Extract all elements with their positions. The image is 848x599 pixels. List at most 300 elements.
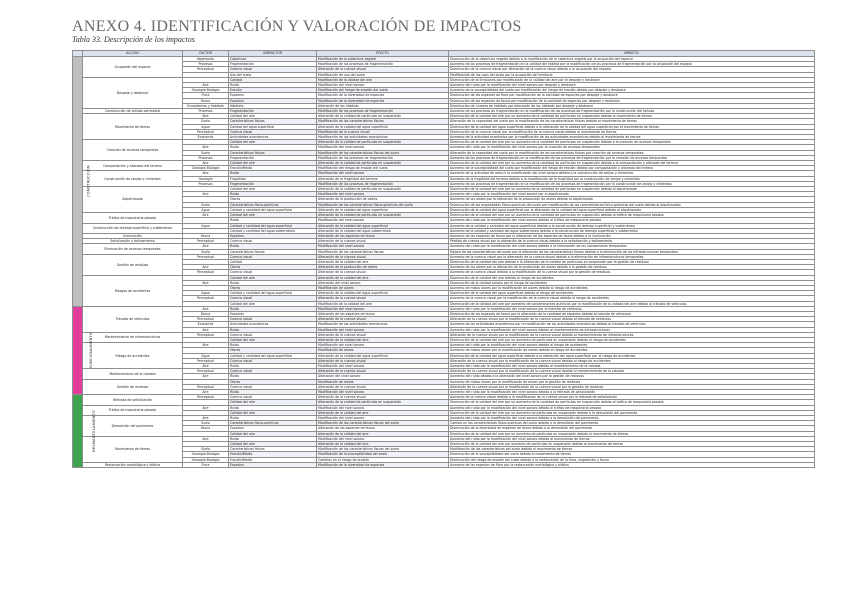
- impacto-cell: Disminución de la calidad sonora por el riesgo de accidentes: [449, 280, 815, 285]
- subfactor-cell: Calidad del agua superficial: [229, 124, 317, 129]
- phase-group-cell: [73, 306, 93, 394]
- factor-cell: Procesos: [183, 181, 229, 186]
- factor-cell: Procesos: [183, 155, 229, 160]
- factor-cell: Agua: [183, 353, 229, 358]
- action-cell: Señalización y balizamiento: [83, 239, 183, 244]
- action-cell: Creación de accesos temporales: [83, 140, 183, 161]
- efecto-cell: Alteración de la calidad del agua superficial: [317, 124, 449, 129]
- impacto-cell: Disminución de la calidad del aire debido a la alteración de la calidad de partículas en suspensión por la gestión de residuos: [449, 259, 815, 264]
- factor-cell: Perceptual: [183, 384, 229, 389]
- factor-cell: Aire: [183, 145, 229, 150]
- efecto-cell: Alteración de la cuenca visual: [317, 239, 449, 244]
- efecto-cell: Modificación del nivel sonoro: [317, 327, 449, 332]
- efecto-cell: Modificación de la cobertura vegetal: [317, 57, 449, 62]
- efecto-cell: Alteración de las especies de fauna: [317, 311, 449, 316]
- subfactor-cell: Calidad del aire: [229, 114, 317, 119]
- impacto-cell: Disminución del riesgo de erosión del suelo debido a la restauración de la flora, vegetación y fauna: [449, 457, 815, 462]
- factor-cell: Fauna: [183, 233, 229, 238]
- phase-group-label: FUNCIONAMIENTO: [88, 332, 93, 369]
- action-cell: Ocupación del espacio: [83, 57, 183, 78]
- subfactor-cell: Ruido: [229, 374, 317, 379]
- factor-cell: Perceptual: [183, 67, 229, 72]
- impacto-cell: Disminución de la calidad del aire por un aumento de la cantidad de partículas en suspensión debido a la compactación y allanado del terreno: [449, 161, 815, 166]
- factor-cell: Aire: [183, 213, 229, 218]
- efecto-cell: Alteración de la calidad del aire: [317, 442, 449, 447]
- efecto-cell: Modificación del riesgo de erosión del suelo: [317, 88, 449, 93]
- action-cell: Construcción de talludo perimetral: [83, 109, 183, 114]
- header-impacto: IMPACTO: [449, 51, 815, 57]
- subfactor-cell: Calidad del aire: [229, 431, 317, 436]
- efecto-cell: Modificación de la calidad del aire: [317, 301, 449, 306]
- subfactor-cell: Cuenca visual: [229, 296, 317, 301]
- factor-cell: Flora: [183, 93, 229, 98]
- efecto-cell: Modificación de las características físicas del suelo: [317, 447, 449, 452]
- action-cell: Alquitranado: [83, 187, 183, 213]
- impacto-cell: Disminución de la cuenca visual por la modificación de la cuenca visual debido al movimiento de tierras: [449, 129, 815, 134]
- impacto-cell: Mejora de las características del suelo por la alteración de las características físicas debido a la eliminación de las infraestructuras temporales: [449, 249, 815, 254]
- impacto-cell: Aumento de las especies de flora por la restauración morfológica y biótica: [449, 462, 815, 467]
- factor-cell: Economía: [183, 135, 229, 140]
- subfactor-cell: Cuenca visual: [229, 317, 317, 322]
- impacto-cell: Aumento del ruido por la modificación del nivel sonoro debido al mantenimiento de infraestructuras: [449, 327, 815, 332]
- impacto-cell: Disminución de la calidad del aire por un aumento de partículas en suspensión debido al movimiento de tierras: [449, 431, 815, 436]
- efecto-cell: Alteración de la calidad del agua superficial: [317, 291, 449, 296]
- subfactor-cell: Ruido: [229, 280, 317, 285]
- subfactor-cell: Cuenca visual: [229, 129, 317, 134]
- impacto-cell: Disminución de la calidad del aire por un aumento de la cantidad de partículas en suspensión debido al movimiento de tierras: [449, 114, 815, 119]
- impacto-cell: Aumento de la cuenca visual por la modificación de la cuenca visual debido al riesgo de accidentes: [449, 296, 815, 301]
- efecto-cell: Modificación de las características físicas del suelo: [317, 421, 449, 426]
- efecto-cell: Alteración de la cuenca visual: [317, 67, 449, 72]
- factor-cell: Geología Biología: [183, 452, 229, 457]
- factor-cell: Suelo: [183, 202, 229, 207]
- efecto-cell: Modificación de la susceptibilidad del suelo: [317, 452, 449, 457]
- action-cell: Movimiento de tierras: [83, 114, 183, 140]
- efecto-cell: Modificación del nivel sonoro: [317, 405, 449, 410]
- subfactor-cell: Ruido: [229, 436, 317, 441]
- impacto-cell: Pérdida de cuenca visual por la alteración de la cuenca visual debido a la señalización y balizamiento: [449, 239, 815, 244]
- impacto-cell: Aumento de malos olores por la modificación de olores debido al riesgo de accidentes: [449, 348, 815, 353]
- efecto-cell: Alteración de la calidad de partículas en suspensión: [317, 187, 449, 192]
- impacto-cell: Disminución de la calidad del aire por un aumento de la cantidad de partículas en suspensión debido al tráfico de maquinaria pesada: [449, 400, 815, 405]
- factor-cell: Perceptual: [183, 296, 229, 301]
- efecto-cell: Modificación del nivel sonoro: [317, 436, 449, 441]
- subfactor-cell: Olores: [229, 265, 317, 270]
- subfactor-cell: Especies: [229, 233, 317, 238]
- impacto-cell: Aumento del ruido por la modificación del nivel sonoro debido a la retirada de señalización: [449, 390, 815, 395]
- subfactor-cell: Calidad del aire: [229, 213, 317, 218]
- factor-cell: Suelo: [183, 249, 229, 254]
- action-cell: Riesgos de accidentes: [83, 275, 183, 306]
- impacto-cell: Disminución de la cobertura vegetal debido a la modificación de la cobertura vegetal por la ocupación del espacio: [449, 57, 815, 62]
- efecto-cell: Modificación de los procesos de fragmentación: [317, 155, 449, 160]
- factor-cell: Aire: [183, 416, 229, 421]
- efecto-cell: Modificación del nivel sonoro: [317, 390, 449, 395]
- action-cell: Mantenimiento de infraestructuras: [83, 332, 183, 342]
- efecto-cell: Alteración de la calidad del aire: [317, 410, 449, 415]
- table-row: [73, 462, 815, 467]
- action-cell: Restauración morfológica y biótica: [83, 462, 183, 467]
- impacto-cell: Alteración de la capacidad del suelo por la modificación de las características físicas por creación de accesos temporales: [449, 150, 815, 155]
- subfactor-cell: Ruido: [229, 390, 317, 395]
- subfactor-cell: Hábitats: [229, 103, 317, 108]
- subfactor-cell: Olores: [229, 197, 317, 202]
- efecto-cell: Alteración de la cuenca visual: [317, 296, 449, 301]
- factor-cell: Aire: [183, 327, 229, 332]
- efecto-cell: Modificación de la diversidad de especies: [317, 98, 449, 103]
- subfactor-cell: Especies: [229, 98, 317, 103]
- impacto-cell: Alteración de la cuenca visual por la modificación de la cuenca visual por la gestión de residuos: [449, 384, 815, 389]
- efecto-cell: Alteración de la producción de olores: [317, 197, 449, 202]
- subfactor-cell: Olores: [229, 379, 317, 384]
- efecto-cell: Alteración de la calidad del agua subterránea: [317, 228, 449, 233]
- page-title: ANEXO 4. IDENTIFICACIÓN Y VALORACIÓN DE IMPACTOS: [72, 18, 522, 35]
- efecto-cell: Modificación de la diversidad de especies: [317, 462, 449, 467]
- efecto-cell: Modificación de la cuenca visual: [317, 129, 449, 134]
- impacto-cell: Aumento de los procesos de fragmentación en la modificación de los procesos de fragmentación por la construcción de zanjas y cimientos: [449, 181, 815, 186]
- phase-group-label: DESMANTELAMIENTO: [91, 410, 96, 453]
- subfactor-cell: Ruido: [229, 343, 317, 348]
- impacto-cell: Aumento de los procesos de fragmentación en la modificación de los procesos de fragmentación por la construcción del talludo: [449, 109, 815, 114]
- subfactor-cell: Fragmentación: [229, 62, 317, 67]
- subfactor-cell: Especies: [229, 426, 317, 431]
- subfactor-cell: Erosión/Medio: [229, 166, 317, 171]
- subfactor-cell: Especies: [229, 462, 317, 467]
- subfactor-cell: Cuenca visual: [229, 254, 317, 259]
- subfactor-cell: Cuenca visual: [229, 369, 317, 374]
- factor-cell: Ecosistemas y hábitats: [183, 103, 229, 108]
- factor-cell: Geología Biología: [183, 166, 229, 171]
- subfactor-cell: Fragilidad: [229, 176, 317, 181]
- subfactor-cell: Características físicas: [229, 249, 317, 254]
- phase-group-cell: [73, 395, 96, 468]
- subfactor-cell: Calidad y cantidad del agua superficial: [229, 291, 317, 296]
- factor-cell: Aire: [183, 436, 229, 441]
- impacto-cell: Alteración de la cuenca visual por la modificación de la cuenca visual debido al tránsito de vehículos: [449, 317, 815, 322]
- impacto-cell: Aumento del ruido por la modificación del nivel sonoro debido a la demolición del pavimento: [449, 416, 815, 421]
- factor-cell: Perceptual: [183, 129, 229, 134]
- impacto-cell: Aumento de la cuenca visual debido a la modificación de la cuenca visual por la retirada de señalización: [449, 395, 815, 400]
- phase-group-cell: [73, 57, 91, 307]
- impacto-cell: Aumento de la actividad económica por la modificación de las actividades económicas debido al movimiento de tierras: [449, 135, 815, 140]
- subfactor-cell: Fragmentación: [229, 155, 317, 160]
- subfactor-cell: Calidad: [229, 259, 317, 264]
- efecto-cell: Alteración de la cuenca visual: [317, 332, 449, 337]
- efecto-cell: Modificación de las características físicas: [317, 119, 449, 124]
- efecto-cell: Alteración de la fragilidad del terreno: [317, 176, 449, 181]
- action-cell: Compactación y allanado del terreno: [83, 161, 183, 171]
- impacto-cell: Aumento de la cuenca visual debido a la modificación de la cuenca visual por la gestión de residuos: [449, 270, 815, 275]
- efecto-cell: Alteración de la calidad de partículas en suspensión: [317, 400, 449, 405]
- factor-cell: Perceptual: [183, 317, 229, 322]
- impacto-cell: Disminución de la calidad del agua superficial debido al riesgo de accidentes: [449, 291, 815, 296]
- subfactor-cell: Ruido: [229, 405, 317, 410]
- subfactor-cell: Calidad del aire: [229, 410, 317, 415]
- impacto-cell: Aumento de los olores por la alteración de la producción de olores debido al alquitranado: [449, 197, 815, 202]
- efecto-cell: Modificación del nivel sonoro: [317, 416, 449, 421]
- factor-cell: Aire: [183, 374, 229, 379]
- header-subfactor: SUBFACTOR: [229, 51, 317, 57]
- impacto-cell: Alteración de la cuenca visual por la modificación de la cuenca visual debido al mantenimiento de infraestructuras: [449, 332, 815, 337]
- factor-cell: Flora: [183, 462, 229, 467]
- efecto-cell: Alteración de la cuenca visual: [317, 384, 449, 389]
- factor-cell: Aire: [183, 265, 229, 270]
- efecto-cell: Alteración de la calidad de partículas en suspensión: [317, 213, 449, 218]
- factor-cell: Perceptual: [183, 270, 229, 275]
- impacto-cell: Aumento del ruido por la modificación del nivel sonoro por despeje y desbroce: [449, 83, 815, 88]
- subfactor-cell: Calidad del aire: [229, 140, 317, 145]
- efecto-cell: Alteración del nivel sonoro: [317, 374, 449, 379]
- subfactor-cell: Calidad: [229, 77, 317, 82]
- subfactor-cell: Erosión/Medio: [229, 452, 317, 457]
- efecto-cell: Alteración de la calidad del agua superficial: [317, 353, 449, 358]
- efecto-cell: Alteración de las especies de fauna: [317, 426, 449, 431]
- efecto-cell: Alteración de la calidad del agua superficial: [317, 223, 449, 228]
- efecto-cell: Alteración de la calidad del agua superficial: [317, 207, 449, 212]
- action-cell: Tráfico de maquinaria pesada: [83, 405, 183, 415]
- efecto-cell: Modificación de las actividades económicas: [317, 322, 449, 327]
- efecto-cell: Alteración de la calidad del aire: [317, 259, 449, 264]
- impacto-cell: Disminución de la calidad del agua superficial debido a la alteración del agua superficial por el riesgo de accidentes: [449, 353, 815, 358]
- factor-cell: Aire: [183, 161, 229, 166]
- impacto-cell: Aumento del ruido por la modificación del nivel sonoro debido al tráfico de maquinaria pesada: [449, 405, 815, 410]
- efecto-cell: Modificación del nivel sonoro: [317, 244, 449, 249]
- action-cell: Riesgo de accidentes: [83, 343, 183, 369]
- header-efecto: EFECTO: [317, 51, 449, 57]
- factor-cell: Fauna: [183, 426, 229, 431]
- factor-cell: Agua: [183, 124, 229, 129]
- impacto-cell: Disminución de la calidad del aire por un aumento de partículas en suspensión debido al riesgo de accidentes: [449, 337, 815, 342]
- impacto-cell: Disminución de la calidad del aire por un aumento de la cantidad de partículas en suspensión debido a la creación de accesos temporales: [449, 140, 815, 145]
- subfactor-cell: Fragmentación: [229, 109, 317, 114]
- efecto-cell: Alteración de los hábitats: [317, 103, 449, 108]
- efecto-cell: Alteración de la cuenca visual: [317, 254, 449, 259]
- factor-cell: Aire: [183, 390, 229, 395]
- impacto-cell: Aumento del ruido por la modificación del nivel sonoro debido al mantenimiento de la calzada: [449, 363, 815, 368]
- impacto-cell: Modificación de los usos del suelo por la ocupación del territorio: [449, 72, 815, 77]
- table-body: [73, 57, 815, 468]
- impacto-cell: Disminución de la diversidad de especies de fauna debido a la demolición del pavimento: [449, 426, 815, 431]
- impacts-table-container: [72, 50, 814, 586]
- efecto-cell: Alteración de la calidad del aire: [317, 431, 449, 436]
- efecto-cell: Modificación de uso del suelo: [317, 72, 449, 77]
- factor-cell: Aire: [183, 192, 229, 197]
- factor-cell: Aire: [183, 83, 229, 88]
- action-cell: Tráfico de maquinaria pesada: [83, 213, 183, 223]
- subfactor-cell: Ruido: [229, 244, 317, 249]
- subfactor-cell: Características físico-químicas: [229, 421, 317, 426]
- subfactor-cell: Calidad y cantidad del agua superficial: [229, 353, 317, 358]
- impacto-cell: Aumento de malos olores por la modificación de olores debido al riesgo de accidentes: [449, 285, 815, 290]
- factor-cell: Perceptual: [183, 395, 229, 400]
- efecto-cell: Modificación de las actividades económicas: [317, 135, 449, 140]
- subfactor-cell: Calidad del aire: [229, 442, 317, 447]
- factor-cell: Agua: [183, 291, 229, 296]
- factor-cell: Agua: [183, 223, 229, 228]
- impacto-cell: Aumento de las actividades económicas por la modificación de las actividades económicas debido al tránsito de vehículos: [449, 322, 815, 327]
- subfactor-cell: Cuenca visual: [229, 332, 317, 337]
- impacto-cell: Disminución de las especies de fauna por modificación de la cantidad de especies por despeje y desbroce: [449, 98, 815, 103]
- efecto-cell: Modificación de la calidad del aire: [317, 77, 449, 82]
- subfactor-cell: Cuenca visual: [229, 67, 317, 72]
- subfactor-cell: Calidad del aire: [229, 161, 317, 166]
- impacto-cell: Modificación de las características del suelo debido al movimiento de tierras: [449, 447, 815, 452]
- efecto-cell: Alteración de la calidad del aire: [317, 337, 449, 342]
- subfactor-cell: Olores: [229, 285, 317, 290]
- factor-cell: Suelo: [183, 447, 229, 452]
- factor-cell: Aire: [183, 405, 229, 410]
- subfactor-cell: Ruido: [229, 171, 317, 176]
- factor-cell: Fauna: [183, 98, 229, 103]
- subfactor-cell: Cobertura: [229, 57, 317, 62]
- action-cell: Gestión de residuos: [83, 254, 183, 275]
- impacto-cell: Disminución de las propiedades físico-químicas del suelo por modificación de las características físico-químicas del suelo debido al alquitranado: [449, 202, 815, 207]
- efecto-cell: Alteración de la cuenca visual: [317, 395, 449, 400]
- impacto-cell: Disminución de la susceptibilidad del suelo debido al movimiento de tierras: [449, 452, 815, 457]
- factor-cell: Procesos: [183, 109, 229, 114]
- subfactor-cell: Ruido: [229, 192, 317, 197]
- subfactor-cell: Ruido: [229, 218, 317, 223]
- efecto-cell: Alteración de la cuenca visual: [317, 270, 449, 275]
- efecto-cell: Alteración de la calidad del aire: [317, 275, 449, 280]
- impacto-cell: Cambio en las características físico-químicas del suelo debido a la demolición del pavimento: [449, 421, 815, 426]
- factor-cell: Suelo: [183, 150, 229, 155]
- action-cell: Mantenimiento de la calzada: [83, 369, 183, 379]
- factor-cell: Geología Biología: [183, 457, 229, 462]
- impacto-cell: Aumento de los procesos de fragmentación en la calidad del hábitat por la modificación de los procesos de fragmentación por la ocupación del espacio: [449, 62, 815, 67]
- subfactor-cell: Calidad y cantidad del agua superficial: [229, 223, 317, 228]
- subfactor-cell: Olores: [229, 348, 317, 353]
- subfactor-cell: Cuenca visual: [229, 384, 317, 389]
- subfactor-cell: Fragmentación: [229, 181, 317, 186]
- subfactor-cell: Ruido: [229, 145, 317, 150]
- factor-cell: Geología Biología: [183, 88, 229, 93]
- efecto-cell: Modificación del nivel sonoro: [317, 306, 449, 311]
- subfactor-cell: Características físico-químicas: [229, 202, 317, 207]
- action-cell: Eliminación de accesos temporales: [83, 244, 183, 254]
- impacto-cell: Disminución de la calidad del aire debido al riesgo de accidentes: [449, 275, 815, 280]
- efecto-cell: Modificación de los procesos de fragmentación: [317, 109, 449, 114]
- efecto-cell: Modificación de las características físico-químicas del suelo: [317, 202, 449, 207]
- subfactor-cell: Erosión: [229, 88, 317, 93]
- efecto-cell: Alteración de la producción de olores: [317, 265, 449, 270]
- action-cell: Iluminación: [83, 233, 183, 238]
- subfactor-cell: Especies: [229, 93, 317, 98]
- factor-cell: Aire: [183, 171, 229, 176]
- impacto-cell: Aumento de la calidad y cantidad del agua superficial debido a la construcción de drenaje superficial y subterráneo: [449, 223, 815, 228]
- efecto-cell: Alteración de las especies de fauna: [317, 233, 449, 238]
- subfactor-cell: Ruido: [229, 306, 317, 311]
- action-cell: Despeje y desbroce: [83, 77, 183, 108]
- efecto-cell: Modificación de los procesos de fragmentación: [317, 62, 449, 67]
- subfactor-cell: Calidad del aire: [229, 301, 317, 306]
- efecto-cell: Modificación de olores: [317, 285, 449, 290]
- action-cell: Construcción de drenaje superficial y subterráneo: [83, 223, 183, 233]
- subfactor-cell: Características físicas: [229, 119, 317, 124]
- factor-cell: Procesos: [183, 62, 229, 67]
- efecto-cell: Modificación del nivel sonoro: [317, 343, 449, 348]
- header-factor: FACTOR: [183, 51, 229, 57]
- impacto-cell: Disminución de la Emisiones por modificación de la calidad del aire por el despeje y desbroce: [449, 77, 815, 82]
- subfactor-cell: Especies: [229, 311, 317, 316]
- impacto-cell: Aumento del ruido por la modificación del nivel sonoro por el tránsito de vehículos: [449, 306, 815, 311]
- action-cell: Retirada de señalización: [83, 395, 183, 405]
- subfactor-cell: Ruido: [229, 83, 317, 88]
- factor-cell: Aire: [183, 114, 229, 119]
- impacts-table: [72, 50, 815, 468]
- efecto-cell: Modificación del nivel sonoro: [317, 145, 449, 150]
- impacto-cell: Aumento del ruido por la modificación del nivel sonoro debido al tráfico de maquinaria pesada: [449, 218, 815, 223]
- table-caption: Tabla 33. Descripción de los impactos: [72, 35, 195, 44]
- efecto-cell: Alteración de la calidad de partículas en suspensión: [317, 114, 449, 119]
- impacto-cell: Aumento de la susceptibilidad del suelo por modificación del riesgo de erosión debido por despeje y desbroce: [449, 88, 815, 93]
- impacto-cell: Aumento del ruido por la modificación del nivel sonoro debido al riesgo de accidentes: [449, 343, 815, 348]
- factor-cell: Aire: [183, 306, 229, 311]
- impacto-cell: Aumento de la susceptibilidad del suelo por modificación del riesgo de erosión debido por compactación y allanado del terreno: [449, 166, 815, 171]
- efecto-cell: Modificación de olores: [317, 379, 449, 384]
- impacto-cell: Disminución de número de hábitats por alteración de los hábitats por despeje y desbroce: [449, 103, 815, 108]
- impacto-cell: Aumento de la fragilidad del terreno debido a la modificación de la fragilidad por la construcción de zanjas y cimientos: [449, 176, 815, 181]
- factor-cell: Perceptual: [183, 254, 229, 259]
- efecto-cell: Modificación del nivel sonoro: [317, 83, 449, 88]
- factor-cell: Fauna: [183, 311, 229, 316]
- efecto-cell: Cambios en el riesgo de erosión: [317, 457, 449, 462]
- phase-group-label: CONSTRUCCIÓN: [86, 165, 91, 198]
- impacto-cell: Alteración de la cuenca visual por la modificación de la cuenca visual debido al riesgo de accidentes: [449, 358, 815, 363]
- action-cell: Movimiento de tierras: [83, 436, 183, 462]
- efecto-cell: Alteración del nivel sonoro: [317, 280, 449, 285]
- impacto-cell: Aumento del ruido por la modificación del nivel sonoro debido a la eliminación de las instalaciones temporales: [449, 244, 815, 249]
- factor-cell: Perceptual: [183, 239, 229, 244]
- factor-cell: Agua: [183, 207, 229, 212]
- action-cell: Construcción de zanjas y cimientos: [83, 171, 183, 187]
- subfactor-cell: Calidad y cantidad del agua subterránea: [229, 228, 317, 233]
- factor-cell: Aire: [183, 343, 229, 348]
- impacto-cell: Aumento de las especies de fauna por la alteración de las especies de fauna debido a la iluminación: [449, 233, 815, 238]
- subfactor-cell: Cuenca visual: [229, 358, 317, 363]
- header-accion: ACCIÓN: [83, 51, 183, 57]
- efecto-cell: Alteración de la cuenca visual: [317, 317, 449, 322]
- impacto-cell: Aumento de los olores por la alteración de la producción de olores debido a la gestión de residuos: [449, 265, 815, 270]
- impacto-cell: Disminución de la cuenca visual por alteración de la cuenca visual debido a la ocupación del espacio: [449, 67, 815, 72]
- efecto-cell: Alteración de la calidad de partículas en suspensión: [317, 161, 449, 166]
- efecto-cell: Alteración de la cuenca visual: [317, 358, 449, 363]
- impacto-cell: Aumento del ruido debido a la alteración del nivel sonoro por la gestión de residuos: [449, 374, 815, 379]
- subfactor-cell: Características físicas: [229, 447, 317, 452]
- efecto-cell: Modificación de los procesos de fragmentación: [317, 181, 449, 186]
- impacto-cell: Disminución de la calidad del aire por un aumento de partículas en suspensión debido a la demolición del pavimento: [449, 410, 815, 415]
- efecto-cell: Modificación del nivel sonoro: [317, 192, 449, 197]
- impacto-cell: Disminución de la calidad del agua superficial debido a la alteración de la calidad del agua superficial por el movimiento de tierras: [449, 124, 815, 129]
- impacto-cell: Aumento de la calidad y cantidad del agua subterránea debido a la construcción de drenaje superficial y subterráneo: [449, 228, 815, 233]
- subfactor-cell: Ruido: [229, 327, 317, 332]
- impacto-cell: Disminución de la calidad del aire por un aumento de la cantidad de partículas en suspensión debido al tráfico de maquinaria pesada: [449, 213, 815, 218]
- impacto-cell: Disminución de la calidad del aire por aumento de contaminantes químicos por la modificación de la calidad del aire debido al tránsito de vehículos: [449, 301, 815, 306]
- impacto-cell: Disminución de la calidad del aire por un aumento de la cantidad de partículas en suspensión debido al alquitranado: [449, 187, 815, 192]
- factor-cell: Perceptual: [183, 369, 229, 374]
- factor-cell: Vegetación: [183, 57, 229, 62]
- subfactor-cell: Ruido: [229, 363, 317, 368]
- factor-cell: Perceptual: [183, 332, 229, 337]
- impacto-cell: Aumento de malos olores por la modificación de olores por la gestión de residuos: [449, 379, 815, 384]
- efecto-cell: Modificación de las características físicas: [317, 249, 449, 254]
- factor-cell: Suelo: [183, 119, 229, 124]
- subfactor-cell: Actividades económicas: [229, 322, 317, 327]
- subfactor-cell: Cuenca visual: [229, 395, 317, 400]
- efecto-cell: Modificación de olores: [317, 348, 449, 353]
- subfactor-cell: Uso del suelo: [229, 72, 317, 77]
- subfactor-cell: Calidad del aire: [229, 337, 317, 342]
